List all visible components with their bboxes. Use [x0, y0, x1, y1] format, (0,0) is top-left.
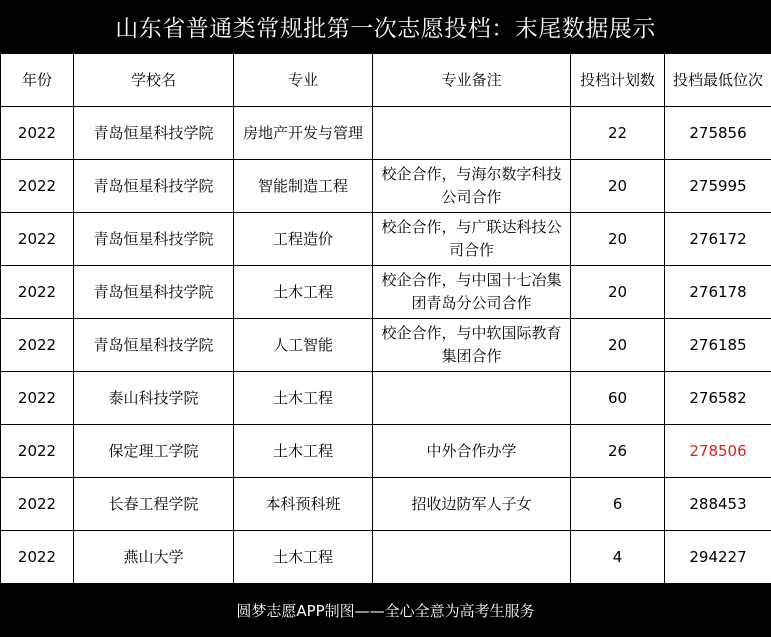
cell-note: 中外合作办学	[373, 425, 571, 478]
cell-major: 土木工程	[234, 531, 373, 584]
cell-year: 2022	[1, 213, 74, 266]
cell-note: 校企合作，与广联达科技公司合作	[373, 213, 571, 266]
cell-school: 长春工程学院	[74, 478, 234, 531]
cell-plan: 4	[571, 531, 665, 584]
header-rank: 投档最低位次	[665, 54, 771, 107]
table-row	[1, 319, 771, 372]
table-row	[1, 107, 771, 160]
cell-school: 青岛恒星科技学院	[74, 160, 234, 213]
header-school: 学校名	[74, 54, 234, 107]
cell-school: 泰山科技学院	[74, 372, 234, 425]
cell-school: 青岛恒星科技学院	[74, 107, 234, 160]
cell-major: 智能制造工程	[234, 160, 373, 213]
cell-year: 2022	[1, 266, 74, 319]
cell-plan: 20	[571, 213, 665, 266]
table-row	[1, 266, 771, 319]
cell-rank: 288453	[665, 478, 771, 531]
cell-rank: 276178	[665, 266, 771, 319]
cell-major: 土木工程	[234, 266, 373, 319]
cell-major: 工程造价	[234, 213, 373, 266]
cell-major: 人工智能	[234, 319, 373, 372]
cell-plan: 20	[571, 319, 665, 372]
table-header-row	[1, 54, 771, 107]
table-container	[0, 53, 771, 584]
cell-major: 房地产开发与管理	[234, 107, 373, 160]
header-note: 专业备注	[373, 54, 571, 107]
cell-school: 保定理工学院	[74, 425, 234, 478]
cell-rank-highlighted: 278506	[665, 425, 771, 478]
cell-rank: 275856	[665, 107, 771, 160]
admission-table	[0, 53, 771, 584]
cell-year: 2022	[1, 160, 74, 213]
cell-rank: 276172	[665, 213, 771, 266]
table-row	[1, 531, 771, 584]
header-major: 专业	[234, 54, 373, 107]
cell-major: 土木工程	[234, 372, 373, 425]
cell-plan: 26	[571, 425, 665, 478]
cell-note	[373, 372, 571, 425]
cell-year: 2022	[1, 478, 74, 531]
cell-note: 招收边防军人子女	[373, 478, 571, 531]
cell-year: 2022	[1, 319, 74, 372]
cell-plan: 60	[571, 372, 665, 425]
cell-school: 青岛恒星科技学院	[74, 213, 234, 266]
cell-note	[373, 531, 571, 584]
cell-school: 青岛恒星科技学院	[74, 319, 234, 372]
header-year: 年份	[1, 54, 74, 107]
cell-rank: 276582	[665, 372, 771, 425]
cell-rank: 276185	[665, 319, 771, 372]
cell-rank: 275995	[665, 160, 771, 213]
table-row	[1, 160, 771, 213]
table-row	[1, 478, 771, 531]
cell-plan: 20	[571, 160, 665, 213]
cell-note: 校企合作，与中国十七冶集团青岛分公司合作	[373, 266, 571, 319]
cell-plan: 22	[571, 107, 665, 160]
cell-major: 本科预科班	[234, 478, 373, 531]
cell-school: 燕山大学	[74, 531, 234, 584]
page-title: 山东省普通类常规批第一次志愿投档：末尾数据展示	[115, 16, 656, 42]
cell-plan: 6	[571, 478, 665, 531]
cell-year: 2022	[1, 372, 74, 425]
cell-year: 2022	[1, 531, 74, 584]
cell-year: 2022	[1, 425, 74, 478]
cell-rank: 294227	[665, 531, 771, 584]
cell-school: 青岛恒星科技学院	[74, 266, 234, 319]
header-plan: 投档计划数	[571, 54, 665, 107]
cell-note: 校企合作，与海尔数字科技公司合作	[373, 160, 571, 213]
cell-note	[373, 107, 571, 160]
table-row	[1, 213, 771, 266]
cell-note: 校企合作，与中软国际教育集团合作	[373, 319, 571, 372]
table-row	[1, 372, 771, 425]
footer-credit: 圆梦志愿APP制图——全心全意为高考生服务	[236, 602, 535, 620]
cell-major: 土木工程	[234, 425, 373, 478]
cell-year: 2022	[1, 107, 74, 160]
cell-plan: 20	[571, 266, 665, 319]
table-row	[1, 425, 771, 478]
